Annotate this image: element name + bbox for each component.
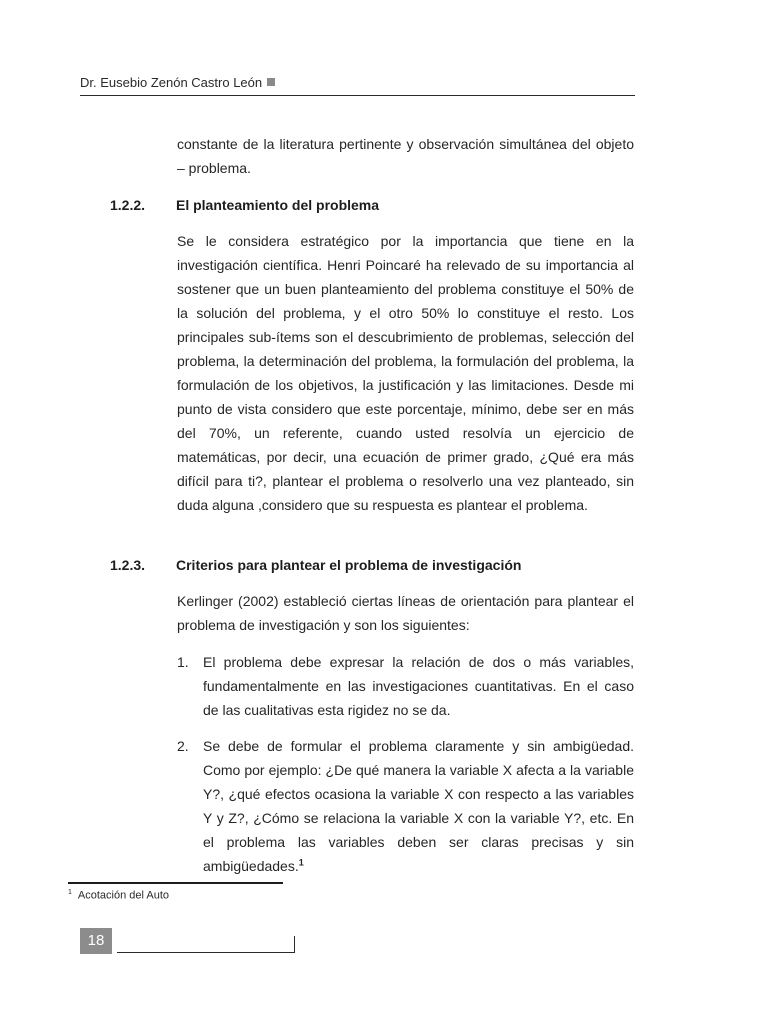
footnote-rule <box>68 882 283 884</box>
footer-rule <box>117 952 295 953</box>
list-marker: 2. <box>177 738 189 754</box>
section-1-2-2-body: Se le considera estratégico por la importancia que tiene en la investigación científica. Henri Poincaré ha relevado de su importancia al sostener que un buen planteamiento del problema constituye el 50% de la solución del problema, y el otro 50% lo constituye el resto. Los principales sub-ítems son el descubrimiento de problemas, selección del problema, la determinación del problema, la formulación del problema, la formulación de los objetivos, la justificación y las limitaciones. Desde mi punto de vista considero que este porcentaje, mínimo, debe ser en más del 70%, un referente, cuando usted resolvía un ejercicio de matemáticas, por decir, una ecuación de primer grado, ¿Qué era más difícil para ti?, plantear el problema o resolverlo una vez planteado, sin duda alguna ,considero que su respuesta es plantear el problema. <box>177 233 634 513</box>
section-heading-1-2-2 <box>110 193 379 217</box>
section-1-2-3-intro: Kerlinger (2002) estableció ciertas líneas de orientación para plantear el problema de investigación y son los siguientes: <box>177 593 634 633</box>
section-title: El planteamiento del problema <box>176 197 380 213</box>
list-item-text: El problema debe expresar la relación de dos o más variables, fundamentalmente en las investigaciones cuantitativas. En el caso de las cualitativas esta rigidez no se da. <box>203 654 634 718</box>
list-marker: 1. <box>177 654 189 670</box>
header-author: Dr. Eusebio Zenón Castro León <box>80 75 275 90</box>
list-item-text <box>203 734 634 878</box>
list-item-body: Se debe de formular el problema claramente y sin ambigüedad. Como por ejemplo: ¿De qué manera la variable X afecta a la variable Y?, ¿qué efectos ocasiona la variable X con respecto a las variables Y y Z?, ¿Cómo se relaciona la variable X con la variable Y?, etc. En el problema las variables deben ser claras precisas y sin ambigüedades. <box>203 738 634 874</box>
section-heading-1-2-3 <box>110 553 521 577</box>
intro-paragraph: constante de la literatura pertinente y observación simultánea del objeto – problema. <box>177 136 634 176</box>
footnote-text: Acotación del Auto <box>77 889 170 902</box>
section-number: 1.2.2. <box>110 197 146 213</box>
section-title: Criterios para plantear el problema de investigación <box>176 557 522 573</box>
list-item <box>177 650 634 722</box>
list-item <box>177 734 634 878</box>
footnote-reference[interactable]: 1 <box>298 857 304 868</box>
footnote <box>68 889 169 902</box>
section-number: 1.2.3. <box>110 557 146 573</box>
page-number: 18 <box>80 928 112 954</box>
footnote-marker: 1 <box>68 889 72 896</box>
footer-rule-tick <box>294 936 295 953</box>
header-rule <box>80 95 635 96</box>
header-square-icon <box>267 78 275 86</box>
